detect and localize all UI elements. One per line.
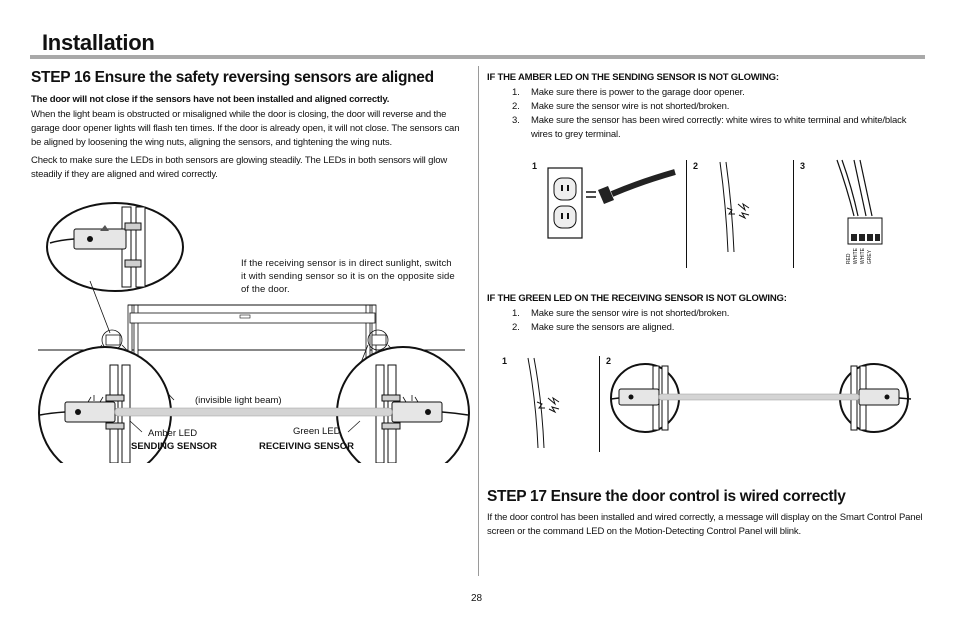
list-item: 3. Make sure the sensor has been wired correctly: white wires to white terminal and white/black wires to grey terminal. (512, 115, 907, 140)
terminal-label-red: RED (846, 253, 852, 265)
receiving-sensor-label: RECEIVING SENSOR (259, 441, 355, 452)
step16-title: STEP 16 Ensure the safety reversing sensors are aligned (31, 69, 434, 86)
list-item: 1. Make sure the sensor wire is not shorted/broken. (512, 308, 730, 319)
light-beam-label: (invisible light beam) (195, 395, 282, 406)
amber-led-label: Amber LED (148, 428, 198, 439)
figure-divider (793, 160, 794, 268)
sending-sensor-label: SENDING SENSOR (131, 441, 218, 452)
sunlight-note: If the receiving sensor is in direct sunlight, switch it with sending sensor so it is on the opposite side of the door. (241, 258, 455, 295)
step16-paragraph-2: Check to make sure the LEDs in both sensors are glowing steadily. The LEDs in both sensors will glow steadily if they are aligned and wired correctly. (31, 155, 448, 180)
green-led-label: Green LED (293, 426, 341, 437)
step16-paragraph-1: When the light beam is obstructed or misaligned while the door is closing, the door will reverse and the garage door opener lights will flash ten times. If the door is already open, it will not close. The sensors can be aligned by loosening the wing nuts, aligning the sensors, and tightening the wing nuts. (31, 109, 460, 148)
broken-wire-illustration (510, 356, 570, 451)
amber-figure-2-number: 2 (693, 161, 699, 171)
figure-divider (599, 356, 600, 452)
list-item: 1. Make sure there is power to the garage door opener. (512, 87, 745, 98)
terminal-wiring-illustration (832, 158, 892, 258)
amber-figure-3-number: 3 (800, 161, 806, 171)
step16-warning: The door will not close if the sensors have not been installed and aligned correctly. (31, 94, 390, 105)
green-figure-1-number: 1 (502, 356, 508, 366)
broken-wire-illustration (708, 160, 768, 255)
terminal-label-white: WHITE (860, 248, 866, 265)
receiving-sensor-circle (337, 347, 469, 463)
title-divider (30, 55, 925, 59)
terminal-label-white: WHITE (853, 248, 859, 265)
aligned-sensors-illustration (605, 362, 915, 442)
green-led-checklist (512, 307, 917, 335)
list-item: 2. Make sure the sensor wire is not shorted/broken. (512, 101, 730, 112)
terminal-label-grey: GREY (867, 249, 873, 265)
list-item: 2. Make sure the sensors are aligned. (512, 322, 675, 333)
step17-title: STEP 17 Ensure the door control is wired correctly (487, 488, 846, 505)
sensor-closeup-circle (47, 203, 183, 291)
figure-divider (686, 160, 687, 268)
amber-led-heading: IF THE AMBER LED ON THE SENDING SENSOR IS NOT GLOWING: (487, 72, 779, 83)
green-led-heading: IF THE GREEN LED ON THE RECEIVING SENSOR IS NOT GLOWING: (487, 293, 787, 304)
page-number: 28 (471, 593, 483, 604)
light-beam (115, 408, 392, 416)
amber-figure-1-number: 1 (532, 161, 538, 171)
outlet-plug-illustration (540, 160, 680, 245)
green-figure-2-number: 2 (606, 356, 612, 366)
amber-led-checklist (512, 86, 917, 142)
column-divider (478, 66, 479, 576)
page-title: Installation (42, 30, 155, 55)
step17-body: If the door control has been installed and wired correctly, a message will display on the Smart Control Panel screen or the command LED on the Motion-Detecting Control Panel will blink. (487, 512, 923, 537)
terminal-labels (846, 248, 873, 264)
sensor-alignment-illustration (30, 195, 470, 463)
